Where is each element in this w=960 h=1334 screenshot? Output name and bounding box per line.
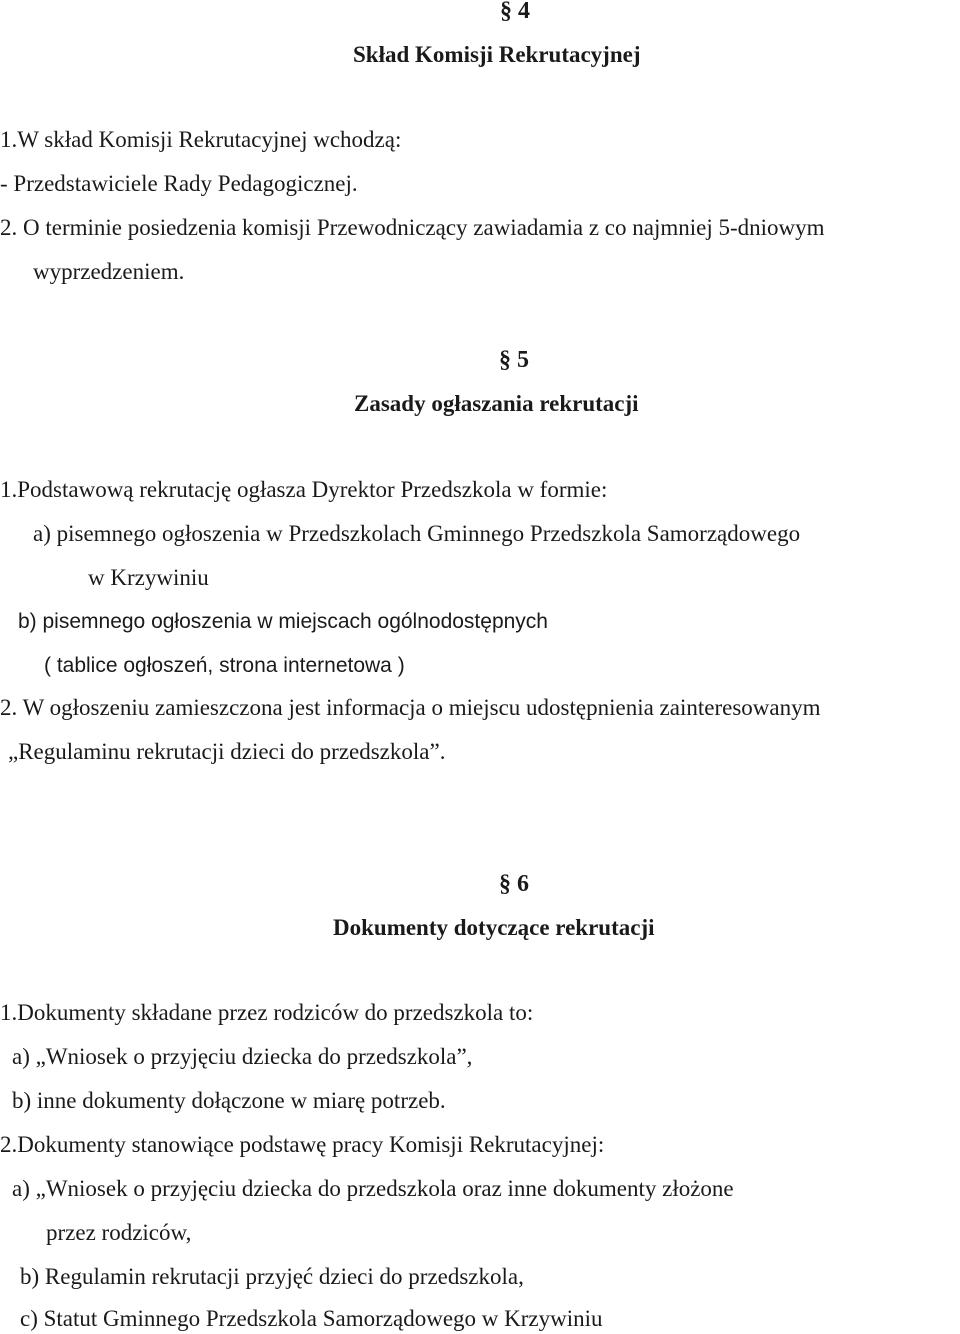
paragraph-line: 2. O terminie posiedzenia komisji Przewodniczący zawiadamia z co najmniej 5-dniowym [0,215,825,240]
paragraph-line: 1.Dokumenty składane przez rodziców do przedszkola to: [0,1000,534,1025]
paragraph-line: przez rodziców, [46,1220,192,1245]
paragraph-line: b) inne dokumenty dołączone w miarę potrzeb. [12,1088,446,1113]
paragraph-line: 1.Podstawową rekrutację ogłasza Dyrektor Przedszkola w formie: [0,477,608,502]
paragraph-line: a) „Wniosek o przyjęciu dziecka do przedszkola oraz inne dokumenty złożone [12,1176,734,1201]
paragraph-line: c) Statut Gminnego Przedszkola Samorządowego w Krzywiniu [20,1306,603,1331]
section-symbol: § [500,0,512,24]
paragraph-line: - Przedstawiciele Rady Pedagogicznej. [0,171,358,196]
paragraph-line: ( tablice ogłoszeń, strona internetowa ) [44,654,405,677]
paragraph-line: a) pisemnego ogłoszenia w Przedszkolach Gminnego Przedszkola Samorządowego [33,521,801,546]
section-4-title: Skład Komisji Rekrutacyjnej [353,42,641,67]
section-symbol: § [499,347,511,373]
paragraph-line: wyprzedzeniem. [33,259,185,284]
paragraph-line: w Krzywiniu [88,565,209,590]
paragraph-line: „Regulaminu rekrutacji dzieci do przedszkola”. [8,739,446,764]
section-6-number: § 6 [499,871,529,897]
paragraph-line: 2. W ogłoszeniu zamieszczona jest informacja o miejscu udostępnienia zainteresowanym [0,695,821,720]
paragraph-line: a) „Wniosek o przyjęciu dziecka do przedszkola”, [12,1044,473,1069]
section-5-number: § 5 [499,347,529,373]
section-symbol: § [499,871,511,897]
paragraph-line: b) pisemnego ogłoszenia w miejscach ogólnodostępnych [18,610,548,633]
paragraph-line: b) Regulamin rekrutacji przyjęć dzieci do przedszkola, [20,1264,524,1289]
paragraph-line: 2.Dokumenty stanowiące podstawę pracy Komisji Rekrutacyjnej: [0,1132,605,1157]
section-5-title: Zasady ogłaszania rekrutacji [354,391,639,416]
paragraph-line: 1.W skład Komisji Rekrutacyjnej wchodzą: [0,127,402,152]
section-6-title: Dokumenty dotyczące rekrutacji [333,915,655,940]
section-4-number: § 4 [500,0,530,24]
